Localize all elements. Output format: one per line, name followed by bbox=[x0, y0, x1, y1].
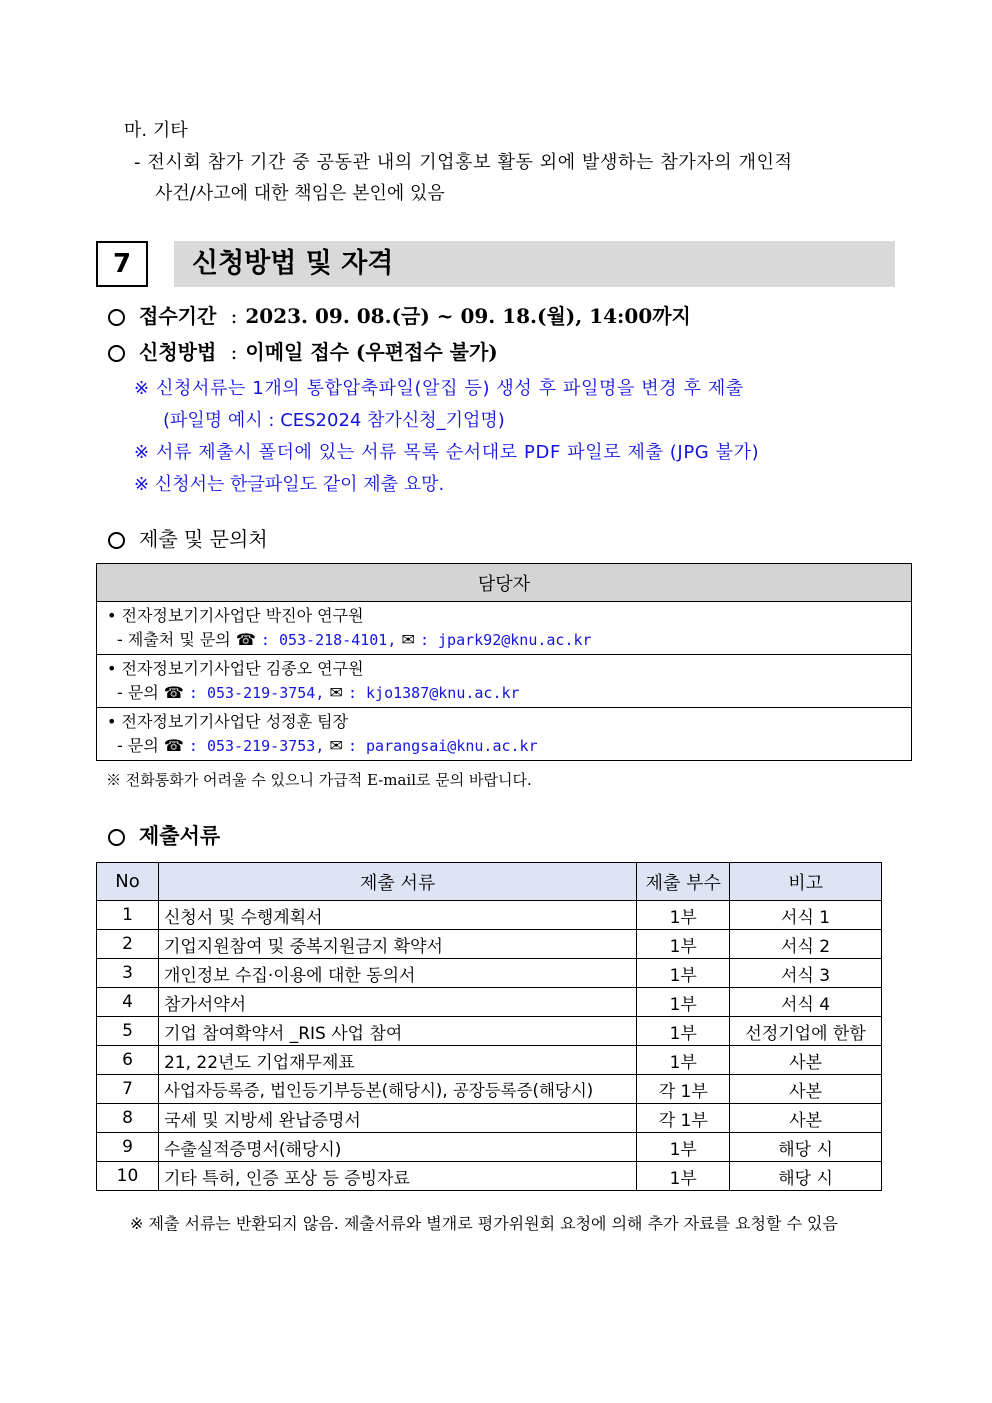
contact-name: • 전자정보기기사업단 박진아 연구원 bbox=[107, 606, 364, 625]
doc-note: 서식 1 bbox=[730, 901, 882, 930]
other-heading: 마. 기타 bbox=[124, 120, 188, 141]
doc-count: 1부 bbox=[637, 988, 730, 1017]
table-row bbox=[97, 959, 882, 988]
doc-count: 1부 bbox=[637, 959, 730, 988]
period-label: 접수기간 bbox=[139, 304, 217, 328]
doc-no: 9 bbox=[97, 1133, 159, 1162]
doc-note: 서식 2 bbox=[730, 930, 882, 959]
contact-table bbox=[96, 563, 912, 761]
doc-note: 해당 시 bbox=[730, 1162, 882, 1191]
contact-email[interactable]: : parangsai@knu.ac.kr bbox=[347, 737, 538, 755]
table-row bbox=[97, 1046, 882, 1075]
doc-count: 1부 bbox=[637, 930, 730, 959]
contact-row bbox=[97, 602, 912, 655]
contact-prefix: - 문의 bbox=[117, 736, 159, 755]
contact-row bbox=[97, 708, 912, 761]
circle-bullet-icon bbox=[108, 829, 125, 846]
docs-header-note: 비고 bbox=[730, 863, 882, 901]
doc-no: 7 bbox=[97, 1075, 159, 1104]
contact-name: • 전자정보기기사업단 성정훈 팀장 bbox=[107, 712, 349, 731]
method-value: 이메일 접수 (우편접수 불가) bbox=[245, 340, 498, 364]
contact-phone: : 053-219-3754, bbox=[188, 684, 325, 702]
other-line-2: 사건/사고에 대한 책임은 본인에 있음 bbox=[155, 183, 445, 204]
doc-note: 선정기업에 한함 bbox=[730, 1017, 882, 1046]
doc-count: 각 1부 bbox=[637, 1104, 730, 1133]
period-value: 2023. 09. 08.(금) ~ 09. 18.(월), 14:00까지 bbox=[245, 304, 691, 328]
doc-name: 기타 특허, 인증 포상 등 증빙자료 bbox=[158, 1162, 636, 1191]
docs-heading: 제출서류 bbox=[139, 824, 221, 848]
doc-no: 2 bbox=[97, 930, 159, 959]
circle-bullet-icon bbox=[108, 345, 125, 362]
note-4: ※ 신청서는 한글파일도 같이 제출 요망. bbox=[134, 474, 445, 495]
contact-heading-row bbox=[108, 523, 268, 552]
circle-bullet-icon bbox=[108, 309, 125, 326]
doc-count: 1부 bbox=[637, 901, 730, 930]
doc-name: 수출실적증명서(해당시) bbox=[158, 1133, 636, 1162]
table-row bbox=[97, 1133, 882, 1162]
doc-no: 8 bbox=[97, 1104, 159, 1133]
doc-no: 5 bbox=[97, 1017, 159, 1046]
doc-note: 해당 시 bbox=[730, 1133, 882, 1162]
table-row bbox=[97, 1017, 882, 1046]
mail-icon: ✉ bbox=[401, 630, 415, 649]
doc-note: 사본 bbox=[730, 1046, 882, 1075]
doc-count: 1부 bbox=[637, 1133, 730, 1162]
contact-phone: : 053-219-3753, bbox=[188, 737, 325, 755]
table-row bbox=[97, 988, 882, 1017]
other-line-1: - 전시회 참가 기간 중 공동관 내의 기업홍보 활동 외에 발생하는 참가자의 개인적 bbox=[134, 152, 793, 173]
doc-name: 사업자등록증, 법인등기부등본(해당시), 공장등록증(해당시) bbox=[158, 1075, 636, 1104]
docs-heading-row bbox=[108, 820, 220, 850]
footer-note: ※ 제출 서류는 반환되지 않음. 제출서류와 별개로 평가위원회 요청에 의해 추가 자료를 요청할 수 있음 bbox=[130, 1214, 838, 1233]
doc-note: 서식 3 bbox=[730, 959, 882, 988]
contact-header: 담당자 bbox=[97, 564, 912, 602]
phone-icon: ☎ bbox=[235, 630, 256, 649]
contact-prefix: - 제출처 및 문의 bbox=[117, 630, 231, 649]
method-row bbox=[108, 336, 498, 365]
contact-heading: 제출 및 문의처 bbox=[139, 527, 268, 551]
note-3: ※ 서류 제출시 폴더에 있는 서류 목록 순서대로 PDF 파일로 제출 (JPG 불가) bbox=[134, 442, 760, 463]
note-1: ※ 신청서류는 1개의 통합압축파일(알집 등) 생성 후 파일명을 변경 후 제출 bbox=[134, 378, 744, 399]
doc-count: 각 1부 bbox=[637, 1075, 730, 1104]
period-row bbox=[108, 300, 691, 329]
docs-header-count: 제출 부수 bbox=[637, 863, 730, 901]
mail-icon: ✉ bbox=[329, 683, 343, 702]
contact-name: • 전자정보기기사업단 김종오 연구원 bbox=[107, 659, 364, 678]
doc-name: 국세 및 지방세 완납증명서 bbox=[158, 1104, 636, 1133]
doc-no: 3 bbox=[97, 959, 159, 988]
table-row bbox=[97, 901, 882, 930]
doc-name: 21, 22년도 기업재무제표 bbox=[158, 1046, 636, 1075]
method-label: 신청방법 bbox=[139, 340, 217, 364]
doc-note: 서식 4 bbox=[730, 988, 882, 1017]
doc-no: 4 bbox=[97, 988, 159, 1017]
doc-name: 개인정보 수집·이용에 대한 동의서 bbox=[158, 959, 636, 988]
doc-count: 1부 bbox=[637, 1046, 730, 1075]
docs-header-no: No bbox=[97, 863, 159, 901]
contact-row bbox=[97, 655, 912, 708]
method-sep: : bbox=[230, 340, 238, 364]
docs-header-doc: 제출 서류 bbox=[158, 863, 636, 901]
contact-phone: : 053-218-4101, bbox=[260, 631, 397, 649]
mail-icon: ✉ bbox=[329, 736, 343, 755]
doc-name: 기업 참여확약서 _RIS 사업 참여 bbox=[158, 1017, 636, 1046]
phone-icon: ☎ bbox=[163, 736, 184, 755]
doc-name: 기업지원참여 및 중복지원금지 확약서 bbox=[158, 930, 636, 959]
docs-table bbox=[96, 862, 882, 1191]
phone-icon: ☎ bbox=[163, 683, 184, 702]
note-2: (파일명 예시 : CES2024 참가신청_기업명) bbox=[163, 410, 505, 431]
doc-note: 사본 bbox=[730, 1104, 882, 1133]
doc-name: 신청서 및 수행계획서 bbox=[158, 901, 636, 930]
contact-email[interactable]: : jpark92@knu.ac.kr bbox=[419, 631, 592, 649]
period-sep: : bbox=[230, 304, 238, 328]
section-title: 신청방법 및 자격 bbox=[174, 241, 895, 287]
doc-count: 1부 bbox=[637, 1162, 730, 1191]
circle-bullet-icon bbox=[108, 532, 125, 549]
doc-count: 1부 bbox=[637, 1017, 730, 1046]
doc-no: 10 bbox=[97, 1162, 159, 1191]
table-row bbox=[97, 1162, 882, 1191]
section-number: 7 bbox=[96, 241, 148, 287]
contact-prefix: - 문의 bbox=[117, 683, 159, 702]
doc-no: 1 bbox=[97, 901, 159, 930]
phone-note: ※ 전화통화가 어려울 수 있으니 가급적 E-mail로 문의 바랍니다. bbox=[106, 771, 532, 789]
table-row bbox=[97, 930, 882, 959]
table-row bbox=[97, 1075, 882, 1104]
doc-no: 6 bbox=[97, 1046, 159, 1075]
doc-name: 참가서약서 bbox=[158, 988, 636, 1017]
doc-note: 사본 bbox=[730, 1075, 882, 1104]
table-row bbox=[97, 1104, 882, 1133]
contact-email[interactable]: : kjo1387@knu.ac.kr bbox=[347, 684, 520, 702]
